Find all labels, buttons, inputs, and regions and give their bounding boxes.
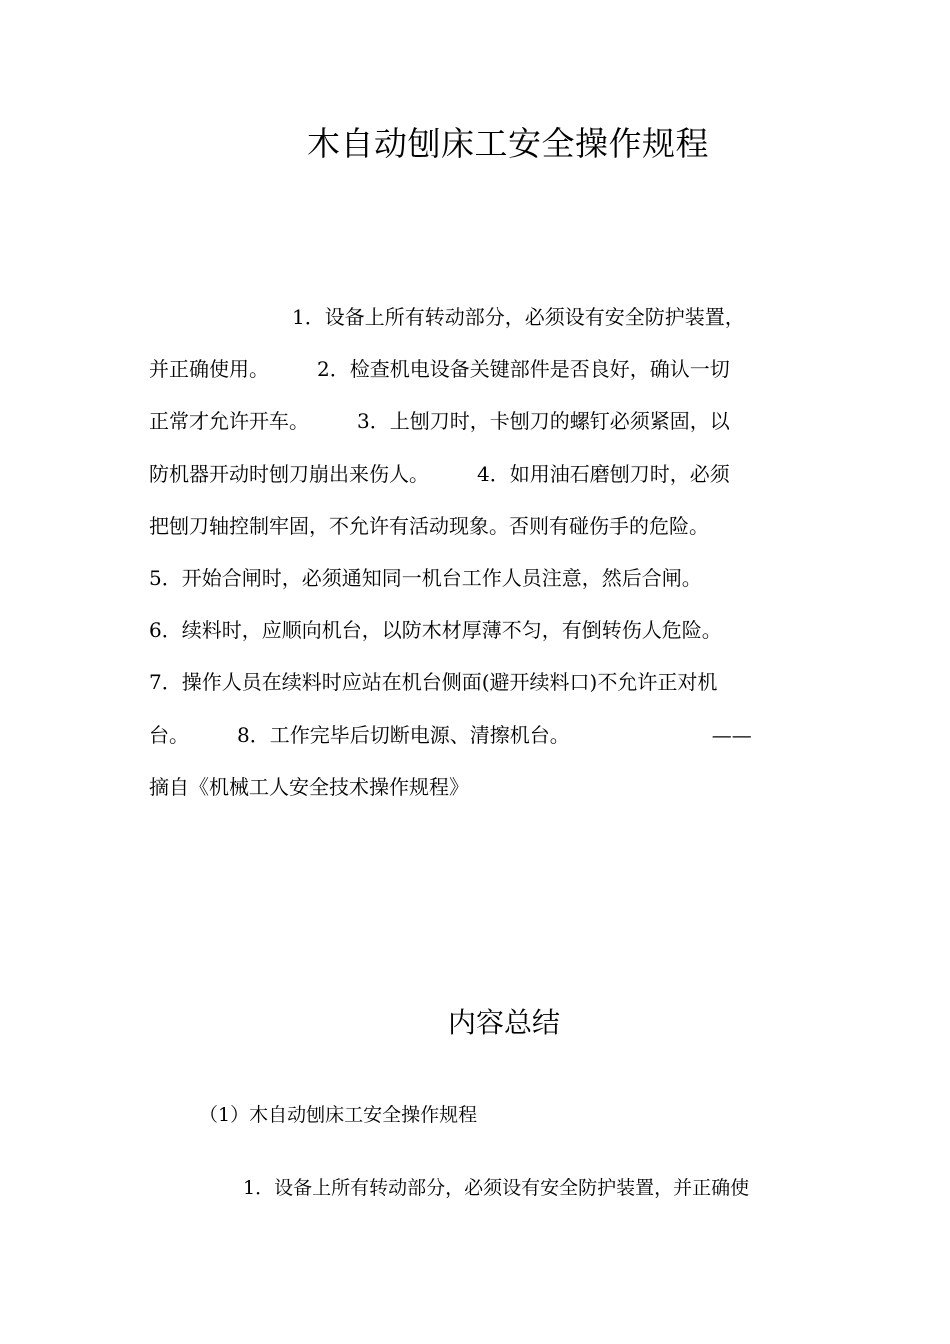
rule-4-part-2: 把刨刀轴控制牢固，不允许有活动现象。否则有碰伤手的危险。 bbox=[149, 513, 709, 538]
rule-2-part-1: 2．检查机电设备关键部件是否良好，确认一切 bbox=[317, 357, 730, 382]
body-line-3 bbox=[149, 395, 787, 447]
rule-3-part-1: 3．上刨刀时，卡刨刀的螺钉必须紧固，以 bbox=[357, 409, 730, 434]
rule-1-part-2: 并正确使用。 bbox=[149, 357, 269, 382]
summary-item-label: （1）木自动刨床工安全操作规程 bbox=[199, 1104, 478, 1126]
document-title: 木自动刨床工安全操作规程 bbox=[307, 124, 709, 163]
rule-2-part-2: 正常才允许开车。 bbox=[149, 409, 309, 434]
summary-text: 1．设备上所有转动部分，必须设有安全防护装置，并正确使 bbox=[243, 1177, 750, 1199]
body-line-8 bbox=[149, 656, 787, 708]
body-line-2 bbox=[149, 343, 787, 395]
rule-3-part-2: 防机器开动时刨刀崩出来伤人。 bbox=[149, 461, 429, 486]
body-line-5 bbox=[149, 500, 787, 552]
source-dash: —— bbox=[711, 722, 752, 747]
rule-6: 6．续料时，应顺向机台，以防木材厚薄不匀，有倒转伤人危险。 bbox=[149, 618, 722, 643]
rule-7-part-1: 7．操作人员在续料时应站在机台侧面(避开续料口)不允许正对机 bbox=[149, 670, 718, 695]
rule-1-part-1: 1．设备上所有转动部分，必须设有安全防护装置， bbox=[292, 305, 745, 329]
rule-4-part-1: 4．如用油石磨刨刀时，必须 bbox=[477, 461, 730, 486]
rule-8: 8．工作完毕后切断电源、清擦机台。 bbox=[237, 722, 570, 747]
document-body bbox=[149, 291, 787, 813]
rule-5: 5．开始合闸时，必须通知同一机台工作人员注意，然后合闸。 bbox=[149, 565, 702, 590]
body-line-6 bbox=[149, 552, 787, 604]
source-citation: 摘自《机械工人安全技术操作规程》 bbox=[149, 774, 469, 799]
rule-7-part-2: 台。 bbox=[149, 722, 189, 747]
body-line-7 bbox=[149, 604, 787, 656]
body-line-9 bbox=[149, 709, 787, 761]
body-line-4 bbox=[149, 448, 787, 500]
summary-title: 内容总结 bbox=[447, 1006, 560, 1039]
body-line-10 bbox=[149, 761, 787, 813]
body-line-1 bbox=[149, 291, 787, 343]
